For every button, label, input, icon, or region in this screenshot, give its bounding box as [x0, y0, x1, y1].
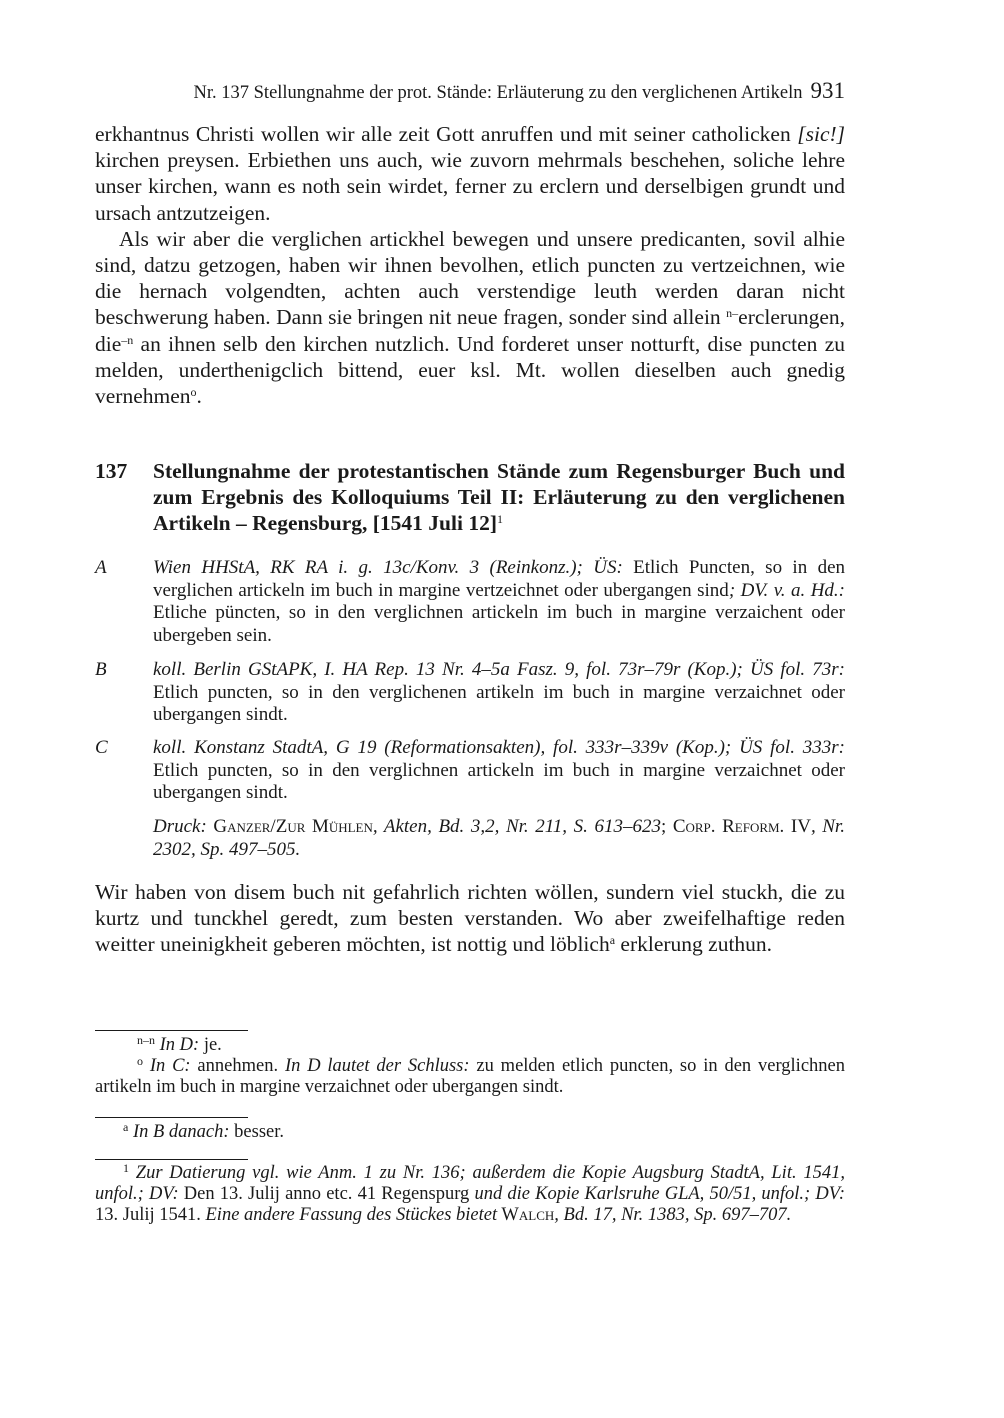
- sic-note: [sic!]: [797, 122, 846, 146]
- paragraph-1: erkhantnus Christi wollen wir alle zeit Gott anruffen und mit seiner catholicken [sic!] kirchen preysen. Erbiethen uns auch, wie zuvorn mehrmals beschehen, soliche lehre unser kirchen, wann es noth sein wirdet, ferner zu erclern und derselbigen grundt und ursach antzutzeigen.: [95, 122, 846, 225]
- source-b: B koll. Berlin GStAPK, I. HA Rep. 13 Nr. 4–5a Fasz. 9, fol. 73r–79r (Kop.); ÜS fol. 73r: Etlich puncten, so in den verglichenen artikeln im buch in margine verzaichnet oder ubergangen sindt.: [95, 659, 845, 725]
- note-mark-n-open: n–: [726, 306, 739, 321]
- footnote-rule: [95, 1159, 248, 1160]
- running-header: [95, 78, 845, 104]
- footnote-a: $^a$ In B danach: besser.: [123, 1120, 285, 1142]
- source-label: A: [95, 557, 107, 578]
- text-block-top: [95, 121, 845, 409]
- source-label: C: [95, 737, 108, 758]
- source-c: C koll. Konstanz StadtA, G 19 (Reformationsakten), fol. 333r–339v (Kop.); ÜS fol. 333r: Etlich puncten, so in den verglichnen artickeln im buch in margine verzaichnet oder ubergangen sindt.: [95, 737, 845, 803]
- source-a: A Wien HHStA, RK RA i. g. 13c/Konv. 3 (Reinkonz.); ÜS: Etlich Puncten, so in den verglichen artickeln im buch in margine vertzeichnet oder ubergangen sind; DV. v. a. Hd.: Etliche püncten, so in den verglichnen artickeln im buch in margine verzaichent oder ubergeben sein.: [95, 557, 845, 646]
- paragraph-3: Wir haben von disem buch nit gefahrlich richten wöllen, sundern viel stuckh, die zu kurtz und tunckhel geredt, zum besten verstanden. Wo aber zweifelhaftige reden weitter uneinigkheit geberen möchten, ist nottig und löblich$^a$ erklerung zuthun.: [95, 880, 845, 957]
- print-reference: Druck: Ganzer/Zur Mühlen, Akten, Bd. 3,2, Nr. 211, S. 613–623; Corp. Reform. IV, Nr. 2302, Sp. 497–505.: [153, 816, 845, 860]
- footnote-o: $^o$ In C: annehmen. In D lautet der Schluss: zu melden etlich puncten, so in den verglichnen artikeln im buch in margine verzaichnet oder ubergangen sindt.: [95, 1054, 845, 1097]
- footnote-rule: [95, 1030, 248, 1031]
- source-label: B: [95, 659, 107, 680]
- footnote-1: $^1$ Zur Datierung vgl. wie Anm. 1 zu Nr. 136; außerdem die Kopie Augsburg StadtA, Lit. 1541, unfol.; DV: Den 13. Julij anno etc. 41 Regenspurg und die Kopie Karlsruhe GLA, 50/51, unfol.; DV: 13. Julij 1541. Eine andere Fassung des Stückes bietet Walch, Bd. 17, Nr. 1383, Sp. 697–707.: [95, 1161, 845, 1225]
- note-mark-o: o: [190, 385, 197, 400]
- note-mark-n-close: –n: [121, 332, 134, 347]
- document-heading: [95, 458, 845, 537]
- footnote-n: $^{n-n}$ In D: je.: [137, 1033, 222, 1055]
- title-footnote-mark: 1: [497, 512, 503, 527]
- paragraph-2: Als wir aber die verglichen artickhel bewegen und unsere predicanten, sovil alhie sind, datzu getzogen, haben wir ihnen bevolhen, etlich puncten zu vertzeichnen, wie die hernach volgendten, achten auch verstendige leuth werden daran nicht beschwerung haben. Dann sie bringen nit neue fragen, sonder sind allein $^{n-}$erclerungen, die$^{-n}$ an ihnen selb den kirchen nutzlich. Und forderet unser notturft, dise puncten zu melden, underthenigclich bittend, euer ksl. Mt. wollen dieselben auch gnedig vernehmen$^o$.: [95, 226, 845, 409]
- page-number: 931: [810, 78, 845, 103]
- document-number: 137: [95, 459, 128, 483]
- text-block-main: [95, 879, 845, 958]
- footnote-rule: [95, 1117, 248, 1118]
- running-title: Nr. 137 Stellungnahme der prot. Stände: Erläuterung zu den verglichenen Artikeln: [193, 83, 803, 103]
- document-title: Stellungnahme der protestantischen Stände zum Regensburger Buch und zum Ergebnis des Kolloquiums Teil II: Erläuterung zu den verglichenen Artikeln – Regensburg, [1541 Juli 12]$^1$: [153, 459, 845, 536]
- note-mark-a: a: [609, 933, 616, 948]
